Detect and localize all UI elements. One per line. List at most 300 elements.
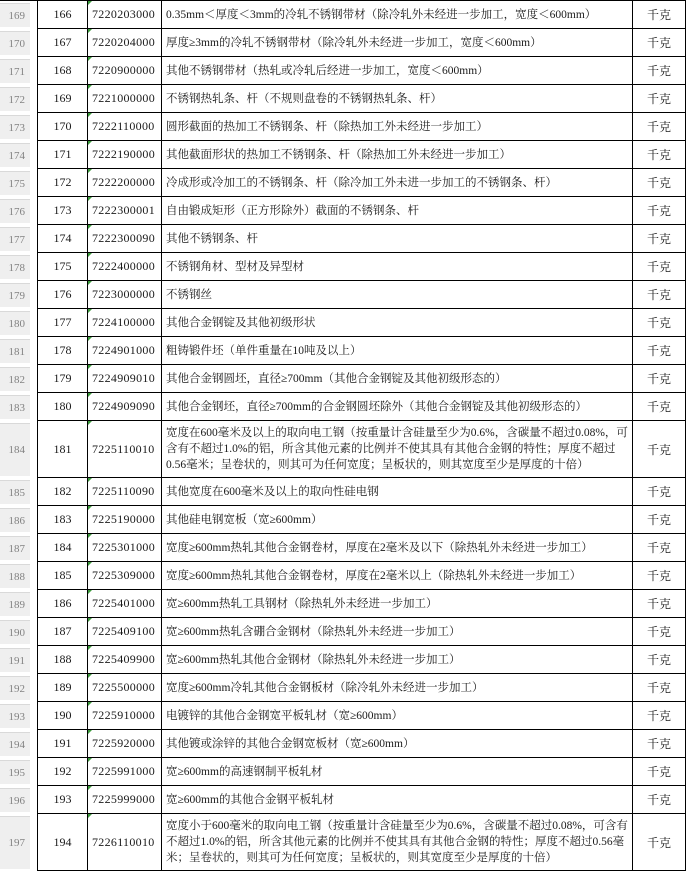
commodity-code-text: 7225401000 (92, 596, 155, 610)
table-row (0, 57, 686, 85)
cell-sequence-number[interactable]: 174 (37, 225, 88, 253)
cell-commodity-code[interactable] (88, 786, 162, 814)
cell-unit[interactable]: 千克 (633, 337, 686, 365)
cell-unit[interactable]: 千克 (633, 618, 686, 646)
table-row (0, 85, 686, 113)
cell-commodity-code[interactable] (88, 113, 162, 141)
excel-row-header[interactable] (0, 758, 30, 786)
commodity-code-text: 7224909010 (92, 371, 155, 385)
row-header-gap (30, 534, 37, 562)
commodity-code-text: 7225110090 (92, 484, 155, 498)
cell-sequence-number[interactable]: 191 (37, 730, 88, 758)
number-stored-as-text-indicator-icon (88, 646, 92, 650)
cell-sequence-number[interactable]: 192 (37, 758, 88, 786)
cell-sequence-number[interactable]: 166 (37, 1, 88, 29)
commodity-code-text: 7224909090 (92, 399, 155, 413)
cell-description[interactable] (162, 85, 633, 113)
excel-row-header[interactable] (0, 141, 30, 169)
number-stored-as-text-indicator-icon (88, 814, 92, 818)
commodity-code-text: 7224100000 (92, 315, 155, 329)
row-header-gap (30, 506, 37, 534)
number-stored-as-text-indicator-icon (88, 29, 92, 33)
cell-unit[interactable]: 千克 (633, 281, 686, 309)
table-row (0, 506, 686, 534)
excel-row-header[interactable] (0, 169, 30, 197)
table-row (0, 113, 686, 141)
row-header-gap (30, 141, 37, 169)
cell-description[interactable] (162, 253, 633, 281)
number-stored-as-text-indicator-icon (88, 618, 92, 622)
cell-sequence-number[interactable]: 168 (37, 57, 88, 85)
number-stored-as-text-indicator-icon (88, 478, 92, 482)
number-stored-as-text-indicator-icon (88, 702, 92, 706)
description-text: 宽≥600mm热轧其他合金钢材（除热轧外未经进一步加工） (166, 653, 461, 666)
row-header-gap (30, 618, 37, 646)
commodity-code-text: 7226110010 (92, 834, 155, 849)
excel-row-number: 178 (0, 255, 30, 279)
cell-unit[interactable]: 千克 (633, 113, 686, 141)
commodity-code-text: 7225190000 (92, 512, 155, 526)
excel-row-number: 187 (0, 536, 30, 560)
excel-row-header[interactable] (0, 337, 30, 365)
row-header-gap (30, 730, 37, 758)
description-text: 宽≥600mm的高速钢制平板轧材 (166, 765, 323, 778)
cell-commodity-code[interactable] (88, 562, 162, 590)
cell-commodity-code[interactable] (88, 814, 162, 871)
cell-sequence-number[interactable]: 181 (37, 421, 88, 478)
number-stored-as-text-indicator-icon (88, 562, 92, 566)
cell-description[interactable] (162, 309, 633, 337)
description-text: 其他镀或涂锌的其他合金钢宽板材（宽≥600mm） (166, 737, 415, 750)
excel-row-number: 179 (0, 283, 30, 307)
cell-description[interactable] (162, 506, 633, 534)
commodity-code-text: 7222400000 (92, 259, 155, 273)
cell-unit[interactable]: 千克 (633, 309, 686, 337)
commodity-code-text: 7222190000 (92, 147, 155, 161)
table-row (0, 646, 686, 674)
table-row (0, 225, 686, 253)
description-text: 其他截面形状的热加工不锈钢条、杆（除热加工外未经进一步加工） (166, 148, 511, 161)
row-header-gap (30, 281, 37, 309)
number-stored-as-text-indicator-icon (88, 590, 92, 594)
number-stored-as-text-indicator-icon (88, 197, 92, 201)
commodity-code-text: 7224901000 (92, 343, 155, 357)
cell-description[interactable] (162, 393, 633, 421)
cell-sequence-number[interactable]: 172 (37, 169, 88, 197)
row-header-gap (30, 57, 37, 85)
cell-unit[interactable]: 千克 (633, 506, 686, 534)
description-text: 不锈钢丝 (166, 288, 212, 301)
cell-unit[interactable]: 千克 (633, 169, 686, 197)
cell-commodity-code[interactable] (88, 281, 162, 309)
excel-row-number: 171 (0, 59, 30, 83)
cell-description[interactable] (162, 534, 633, 562)
excel-row-header[interactable] (0, 253, 30, 281)
cell-sequence-number[interactable]: 190 (37, 702, 88, 730)
cell-description[interactable] (162, 478, 633, 506)
cell-commodity-code[interactable] (88, 674, 162, 702)
table-row (0, 786, 686, 814)
excel-row-header[interactable] (0, 365, 30, 393)
number-stored-as-text-indicator-icon (88, 758, 92, 762)
number-stored-as-text-indicator-icon (88, 113, 92, 117)
commodity-code-text: 7225500000 (92, 680, 155, 694)
cell-description[interactable] (162, 281, 633, 309)
commodity-code-text: 7222300090 (92, 231, 155, 245)
cell-commodity-code[interactable] (88, 197, 162, 225)
commodity-code-text: 7222200000 (92, 175, 155, 189)
excel-row-header[interactable] (0, 197, 30, 225)
commodity-code-text: 7222300001 (92, 203, 155, 217)
row-header-gap (30, 646, 37, 674)
commodity-code-text: 7225309000 (92, 568, 155, 582)
cell-sequence-number[interactable]: 178 (37, 337, 88, 365)
cell-unit[interactable]: 千克 (633, 141, 686, 169)
excel-row-number: 196 (0, 788, 30, 812)
table-row (0, 197, 686, 225)
excel-row-header[interactable] (0, 421, 30, 478)
excel-row-number: 175 (0, 171, 30, 195)
excel-row-header[interactable] (0, 786, 30, 814)
cell-sequence-number[interactable]: 186 (37, 590, 88, 618)
table-row (0, 674, 686, 702)
number-stored-as-text-indicator-icon (88, 337, 92, 341)
excel-row-number: 169 (0, 3, 30, 27)
excel-row-header[interactable] (0, 225, 30, 253)
excel-row-number: 191 (0, 648, 30, 672)
number-stored-as-text-indicator-icon (88, 421, 92, 425)
cell-sequence-number[interactable]: 187 (37, 618, 88, 646)
table-row (0, 309, 686, 337)
row-header-gap (30, 337, 37, 365)
excel-row-number: 194 (0, 732, 30, 756)
cell-description[interactable] (162, 674, 633, 702)
row-header-gap (30, 674, 37, 702)
excel-row-number: 176 (0, 199, 30, 223)
cell-unit[interactable]: 千克 (633, 646, 686, 674)
cell-unit[interactable]: 千克 (633, 674, 686, 702)
description-text: 其他合金钢圆坯，直径≥700mm（其他合金钢锭及其他初级形态的） (166, 372, 507, 385)
number-stored-as-text-indicator-icon (88, 506, 92, 510)
excel-row-header[interactable] (0, 702, 30, 730)
number-stored-as-text-indicator-icon (88, 534, 92, 538)
cell-description[interactable] (162, 113, 633, 141)
table-row (0, 534, 686, 562)
cell-commodity-code[interactable] (88, 225, 162, 253)
description-text: 冷成形或冷加工的不锈钢条、杆（除冷加工外未进一步加工的不锈钢条、杆） (166, 176, 557, 189)
cell-description[interactable] (162, 730, 633, 758)
cell-commodity-code[interactable] (88, 141, 162, 169)
cell-sequence-number[interactable]: 167 (37, 29, 88, 57)
cell-description[interactable] (162, 646, 633, 674)
number-stored-as-text-indicator-icon (88, 786, 92, 790)
cell-unit[interactable]: 千克 (633, 1, 686, 29)
cell-description[interactable] (162, 197, 633, 225)
cell-sequence-number[interactable]: 193 (37, 786, 88, 814)
cell-unit[interactable]: 千克 (633, 730, 686, 758)
cell-unit[interactable]: 千克 (633, 562, 686, 590)
table-row (0, 393, 686, 421)
cell-sequence-number[interactable]: 189 (37, 674, 88, 702)
description-text: 宽≥600mm热轧含硼合金钢材（除热轧外未经进一步加工） (166, 625, 461, 638)
cell-commodity-code[interactable] (88, 702, 162, 730)
cell-sequence-number[interactable]: 183 (37, 506, 88, 534)
table-row (0, 365, 686, 393)
row-header-gap (30, 562, 37, 590)
description-text: 宽≥600mm的其他合金钢平板轧材 (166, 793, 334, 806)
row-header-gap (30, 758, 37, 786)
row-header-gap (30, 85, 37, 113)
excel-row-number: 177 (0, 227, 30, 251)
description-text: 不锈钢热轧条、杆（不规则盘卷的不锈钢热轧条、杆） (166, 92, 442, 105)
number-stored-as-text-indicator-icon (88, 169, 92, 173)
cell-commodity-code[interactable] (88, 169, 162, 197)
cell-commodity-code[interactable] (88, 758, 162, 786)
excel-row-number: 170 (0, 31, 30, 55)
excel-row-header[interactable] (0, 309, 30, 337)
cell-unit[interactable]: 千克 (633, 85, 686, 113)
cell-commodity-code[interactable] (88, 253, 162, 281)
table-row (0, 253, 686, 281)
cell-commodity-code[interactable] (88, 85, 162, 113)
description-text: 宽度小于600毫米的取向电工钢（按重量计含硅量至少为0.6%，含碳量不超过0.08%，可含有不超过1.0%的铝，所含其他元素的比例并不使其具有其他合金钢的特性；厚度不超过0.56毫米；呈卷状的，则其可为任何宽度；呈板状的，则其宽度至少是厚度的十倍） (166, 820, 628, 864)
row-header-gap (30, 393, 37, 421)
number-stored-as-text-indicator-icon (88, 393, 92, 397)
row-header-gap (30, 253, 37, 281)
description-text: 0.35mm＜厚度＜3mm的冷轧不锈钢带材（除冷轧外未经进一步加工，宽度＜600mm） (166, 8, 597, 21)
description-text: 宽度≥600mm热轧其他合金钢卷材，厚度在2毫米及以下（除热轧外未经进一步加工） (166, 541, 593, 554)
description-text: 其他宽度在600毫米及以上的取向性硅电钢 (166, 485, 379, 498)
commodity-code-text: 7225910000 (92, 708, 155, 722)
cell-sequence-number[interactable]: 169 (37, 85, 88, 113)
cell-commodity-code[interactable] (88, 646, 162, 674)
excel-row-header[interactable] (0, 478, 30, 506)
description-text: 其他硅电钢宽板（宽≥600mm） (166, 513, 323, 526)
excel-row-number: 186 (0, 508, 30, 532)
cell-unit[interactable]: 千克 (633, 57, 686, 85)
description-text: 不锈钢角材、型材及异型材 (166, 260, 304, 273)
cell-description[interactable] (162, 141, 633, 169)
cell-commodity-code[interactable] (88, 478, 162, 506)
cell-description[interactable] (162, 758, 633, 786)
cell-description[interactable] (162, 562, 633, 590)
excel-row-header[interactable] (0, 281, 30, 309)
excel-row-number: 184 (0, 423, 30, 476)
number-stored-as-text-indicator-icon (88, 141, 92, 145)
description-text: 宽≥600mm热轧工具钢材（除热轧外未经进一步加工） (166, 597, 438, 610)
cell-sequence-number[interactable]: 170 (37, 113, 88, 141)
cell-description[interactable] (162, 786, 633, 814)
table-row (0, 618, 686, 646)
cell-description[interactable] (162, 57, 633, 85)
cell-sequence-number[interactable]: 180 (37, 393, 88, 421)
cell-unit[interactable]: 千克 (633, 590, 686, 618)
cell-sequence-number[interactable]: 175 (37, 253, 88, 281)
commodity-code-text: 7220203000 (92, 7, 155, 21)
excel-row-header[interactable] (0, 29, 30, 57)
cell-unit[interactable]: 千克 (633, 534, 686, 562)
commodity-code-text: 7225409900 (92, 652, 155, 666)
cell-sequence-number[interactable]: 173 (37, 197, 88, 225)
excel-row-header[interactable] (0, 590, 30, 618)
excel-row-header[interactable] (0, 113, 30, 141)
excel-row-header[interactable] (0, 85, 30, 113)
number-stored-as-text-indicator-icon (88, 365, 92, 369)
cell-unit[interactable]: 千克 (633, 786, 686, 814)
table-row (0, 590, 686, 618)
commodity-code-text: 7223000000 (92, 287, 155, 301)
excel-row-header[interactable] (0, 674, 30, 702)
commodity-code-text: 7225110010 (92, 441, 155, 456)
description-text: 粗铸锻件坯（单件重量在10吨及以上） (166, 344, 362, 357)
table-row (0, 421, 686, 478)
table-row (0, 814, 686, 871)
description-text: 其他不锈钢条、杆 (166, 232, 258, 245)
cell-description[interactable] (162, 365, 633, 393)
excel-row-number: 174 (0, 143, 30, 167)
cell-unit[interactable]: 千克 (633, 758, 686, 786)
excel-row-header[interactable] (0, 814, 30, 871)
cell-description[interactable] (162, 29, 633, 57)
number-stored-as-text-indicator-icon (88, 57, 92, 61)
row-header-gap (30, 590, 37, 618)
cell-sequence-number[interactable]: 179 (37, 365, 88, 393)
row-header-gap (30, 309, 37, 337)
cell-sequence-number[interactable]: 177 (37, 309, 88, 337)
cell-commodity-code[interactable] (88, 618, 162, 646)
cell-commodity-code[interactable] (88, 29, 162, 57)
excel-row-number: 192 (0, 676, 30, 700)
excel-row-number: 195 (0, 760, 30, 784)
cell-commodity-code[interactable] (88, 309, 162, 337)
cell-commodity-code[interactable] (88, 730, 162, 758)
number-stored-as-text-indicator-icon (88, 85, 92, 89)
excel-row-header[interactable] (0, 618, 30, 646)
cell-description[interactable] (162, 337, 633, 365)
cell-unit[interactable]: 千克 (633, 421, 686, 478)
cell-commodity-code[interactable] (88, 57, 162, 85)
row-header-gap (30, 365, 37, 393)
table-row (0, 281, 686, 309)
excel-row-header[interactable] (0, 57, 30, 85)
table-row (0, 169, 686, 197)
excel-row-number: 188 (0, 564, 30, 588)
commodity-code-text: 7221000000 (92, 91, 155, 105)
row-header-gap (30, 421, 37, 478)
description-text: 厚度≥3mm的冷轧不锈钢带材（除冷轧外未经进一步加工，宽度＜600mm） (166, 36, 542, 49)
description-text: 其他不锈钢带材（热轧或冷轧后经进一步加工，宽度＜600mm） (166, 64, 489, 77)
description-text: 宽度在600毫米及以上的取向电工钢（按重量计含硅量至少为0.6%，含碳量不超过0.08%，可含有不超过1.0%的铝，所含其他元素的比例并不使其具有其他合金钢的特性；厚度不超过0.56毫米；呈卷状的，则其可为任何宽度；呈板状的，则其宽度至少是厚度的十倍） (166, 427, 628, 471)
cell-sequence-number[interactable]: 188 (37, 646, 88, 674)
cell-commodity-code[interactable] (88, 393, 162, 421)
cell-commodity-code[interactable] (88, 506, 162, 534)
cell-unit[interactable]: 千克 (633, 197, 686, 225)
row-header-gap (30, 702, 37, 730)
row-header-gap (30, 169, 37, 197)
cell-sequence-number[interactable]: 185 (37, 562, 88, 590)
excel-row-number: 189 (0, 592, 30, 616)
cell-description[interactable] (162, 702, 633, 730)
cell-unit[interactable]: 千克 (633, 365, 686, 393)
table-row (0, 730, 686, 758)
description-text: 宽度≥600mm冷轧其他合金钢板材（除冷轧外未经进一步加工） (166, 681, 484, 694)
cell-unit[interactable]: 千克 (633, 702, 686, 730)
cell-sequence-number[interactable]: 171 (37, 141, 88, 169)
number-stored-as-text-indicator-icon (88, 309, 92, 313)
cell-commodity-code[interactable] (88, 534, 162, 562)
cell-unit[interactable]: 千克 (633, 814, 686, 871)
excel-row-header[interactable] (0, 646, 30, 674)
row-header-gap (30, 478, 37, 506)
cell-description[interactable] (162, 618, 633, 646)
cell-description[interactable] (162, 1, 633, 29)
cell-description[interactable] (162, 590, 633, 618)
commodity-code-text: 7225409100 (92, 624, 155, 638)
excel-row-header[interactable] (0, 534, 30, 562)
excel-row-header[interactable] (0, 562, 30, 590)
excel-row-number: 172 (0, 87, 30, 111)
cell-unit[interactable]: 千克 (633, 253, 686, 281)
cell-commodity-code[interactable] (88, 590, 162, 618)
excel-row-header[interactable] (0, 393, 30, 421)
cell-unit[interactable]: 千克 (633, 478, 686, 506)
cell-unit[interactable]: 千克 (633, 393, 686, 421)
excel-row-header[interactable] (0, 1, 30, 29)
table-row (0, 1, 686, 29)
cell-sequence-number[interactable]: 194 (37, 814, 88, 871)
excel-row-number: 181 (0, 339, 30, 363)
excel-row-number: 185 (0, 480, 30, 504)
cell-description[interactable] (162, 421, 633, 478)
description-text: 电镀锌的其他合金钢宽平板轧材（宽≥600mm） (166, 709, 403, 722)
row-header-gap (30, 225, 37, 253)
number-stored-as-text-indicator-icon (88, 281, 92, 285)
commodity-code-text: 7220900000 (92, 63, 155, 77)
table-row (0, 758, 686, 786)
number-stored-as-text-indicator-icon (88, 1, 92, 5)
excel-row-number: 197 (0, 816, 30, 869)
table-row (0, 702, 686, 730)
cell-unit[interactable]: 千克 (633, 225, 686, 253)
table-row (0, 562, 686, 590)
commodity-code-text: 7225999000 (92, 792, 155, 806)
table-row (0, 337, 686, 365)
cell-description[interactable] (162, 814, 633, 871)
cell-unit[interactable]: 千克 (633, 29, 686, 57)
number-stored-as-text-indicator-icon (88, 674, 92, 678)
cell-commodity-code[interactable] (88, 421, 162, 478)
cell-commodity-code[interactable] (88, 365, 162, 393)
excel-row-header[interactable] (0, 730, 30, 758)
commodity-code-text: 7225991000 (92, 764, 155, 778)
description-text: 宽度≥600mm热轧其他合金钢卷材，厚度在2毫米以上（除热轧外未经进一步加工） (166, 569, 582, 582)
cell-sequence-number[interactable]: 182 (37, 478, 88, 506)
commodity-code-text: 7225301000 (92, 540, 155, 554)
cell-commodity-code[interactable] (88, 337, 162, 365)
cell-sequence-number[interactable]: 176 (37, 281, 88, 309)
commodity-code-text: 7225920000 (92, 736, 155, 750)
description-text: 其他合金钢锭及其他初级形状 (166, 316, 316, 329)
excel-row-number: 180 (0, 311, 30, 335)
table-row (0, 29, 686, 57)
excel-row-header[interactable] (0, 506, 30, 534)
cell-commodity-code[interactable] (88, 1, 162, 29)
row-header-gap (30, 814, 37, 871)
cell-description[interactable] (162, 169, 633, 197)
number-stored-as-text-indicator-icon (88, 253, 92, 257)
cell-sequence-number[interactable]: 184 (37, 534, 88, 562)
cell-description[interactable] (162, 225, 633, 253)
